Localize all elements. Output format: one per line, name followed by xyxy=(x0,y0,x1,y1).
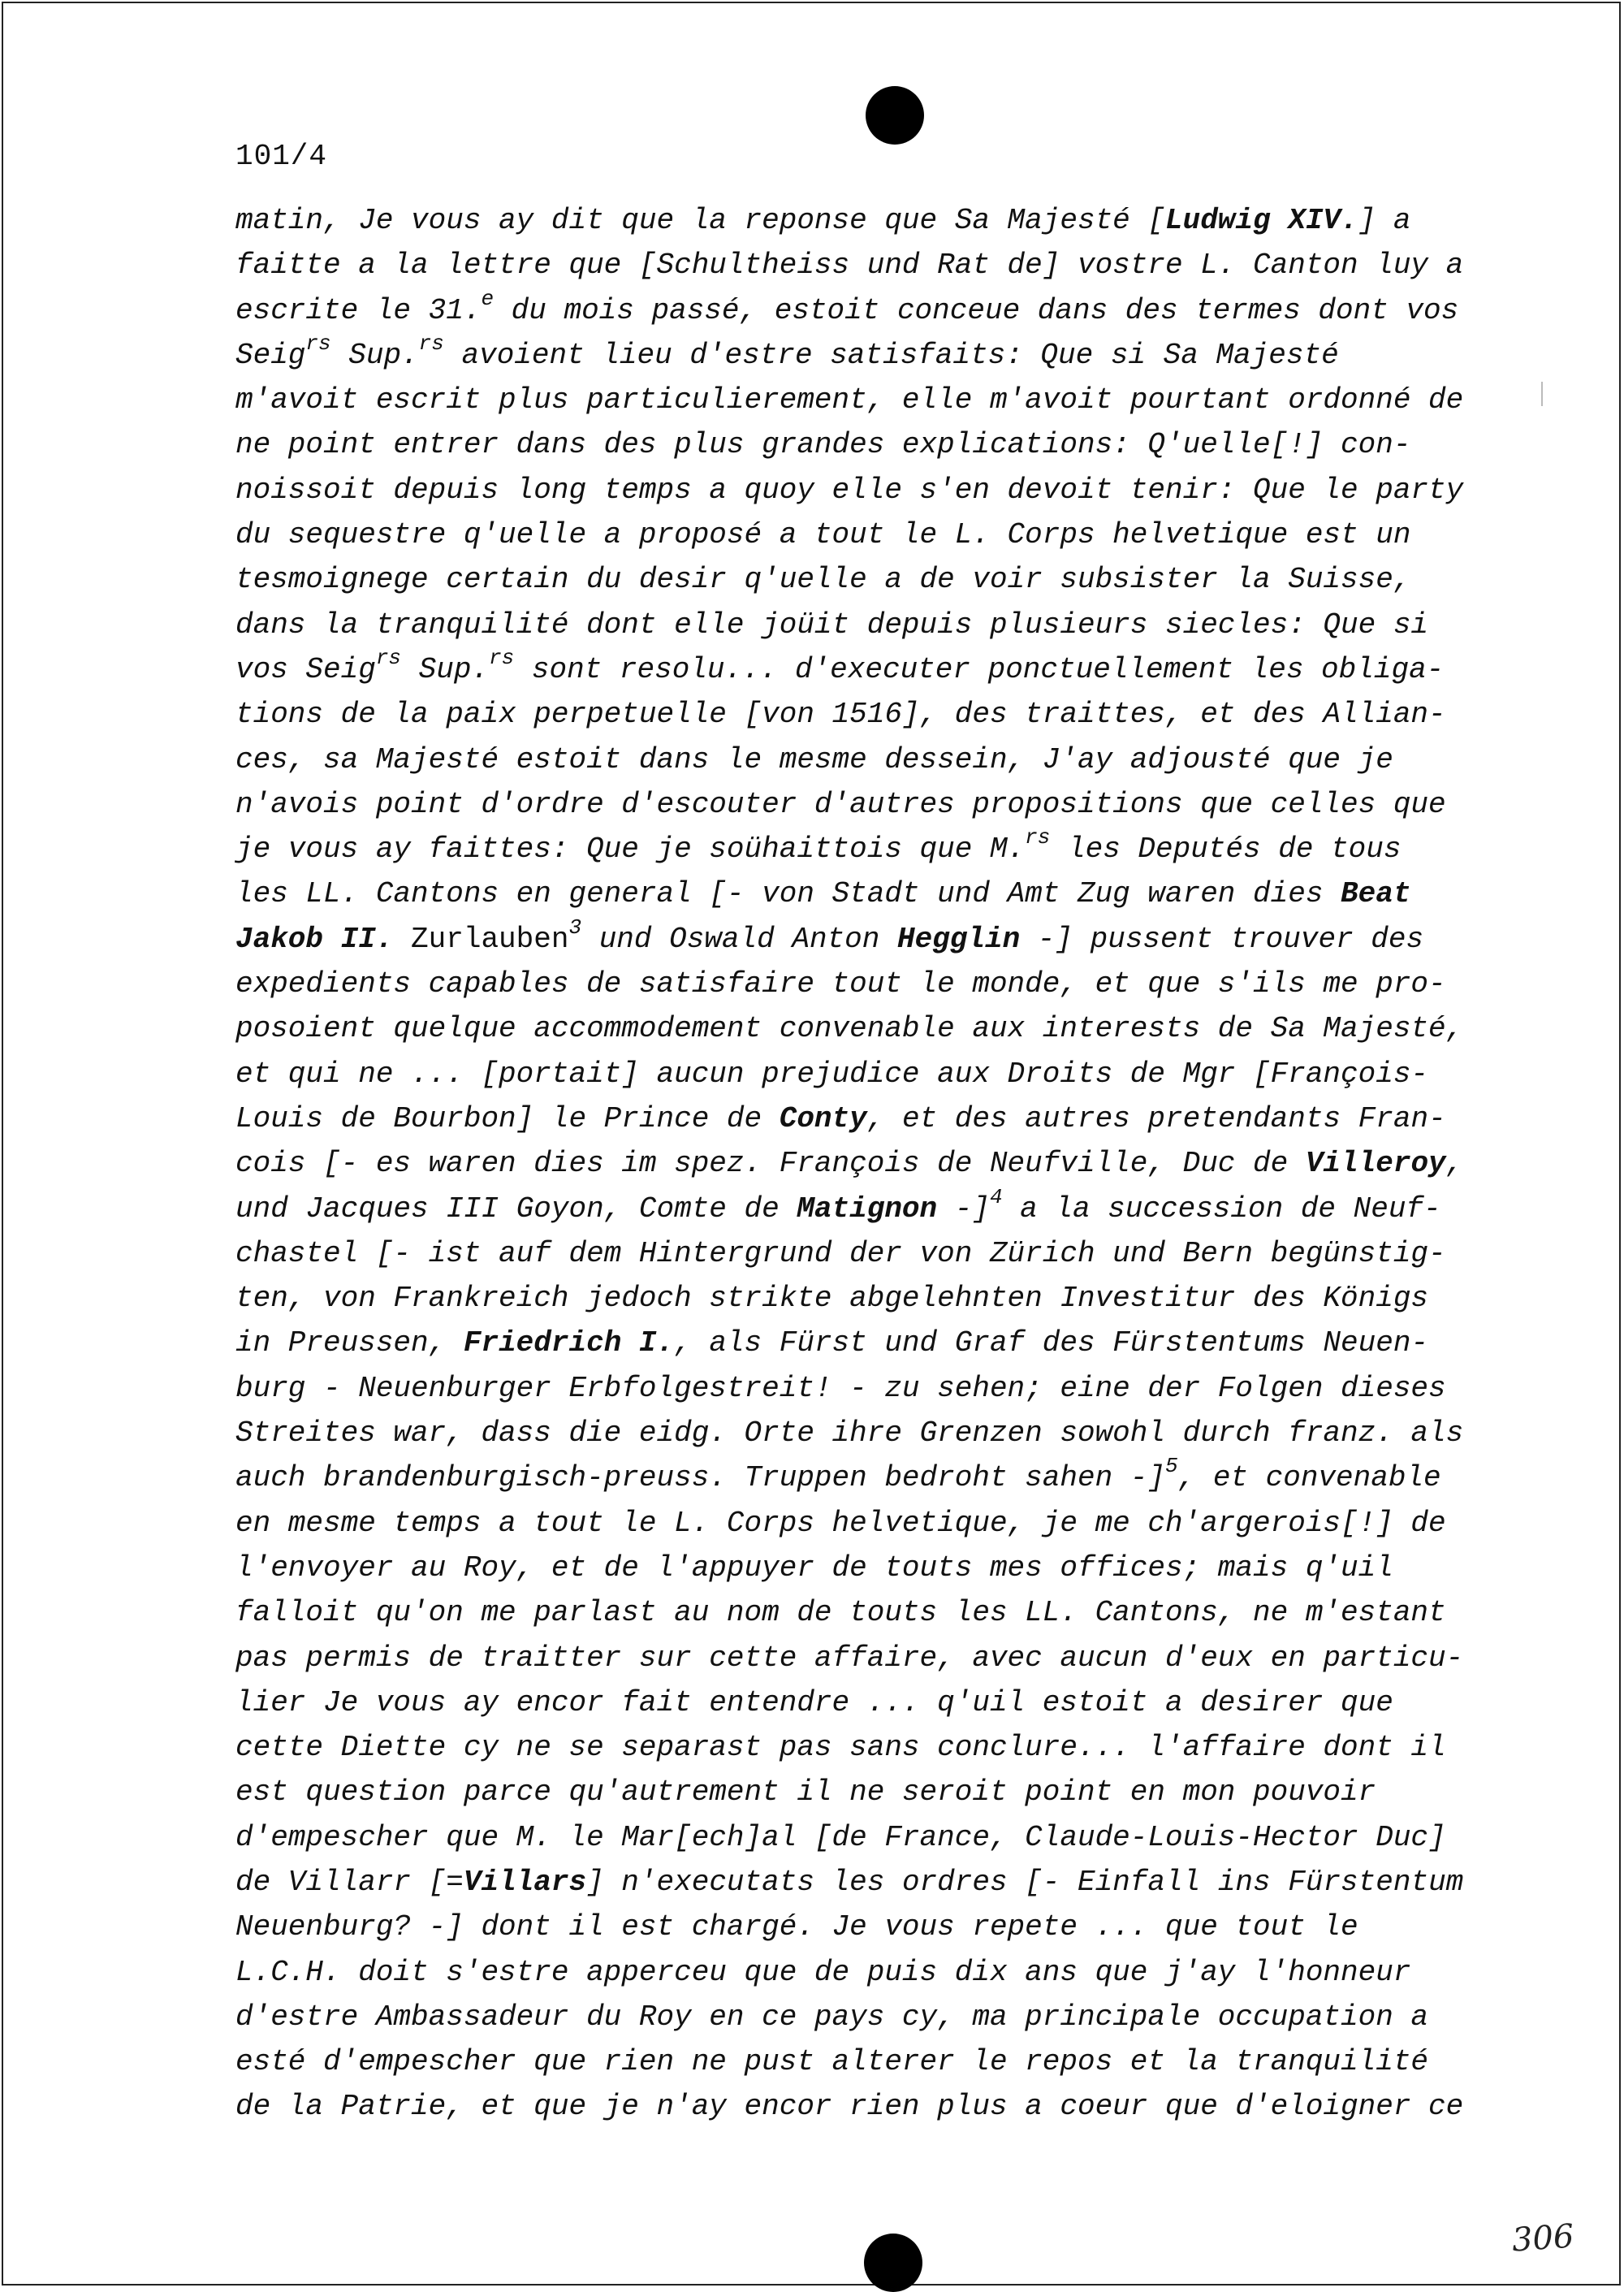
text-segment: a la succession de Neuf- xyxy=(1002,1191,1441,1226)
text-line xyxy=(235,1725,1502,1770)
superscript: e xyxy=(481,286,495,311)
text-segment: Jakob II. xyxy=(235,922,394,956)
text-segment: Conty xyxy=(779,1101,867,1135)
text-line xyxy=(235,917,1502,962)
text-segment: , et des autres pretendants Fran- xyxy=(866,1101,1446,1135)
text-line xyxy=(235,603,1502,647)
text-segment: , als Fürst und Graf des Fürstentums Neuen- xyxy=(674,1326,1429,1360)
punch-hole-bottom xyxy=(864,2234,922,2292)
text-segment: Hegglin xyxy=(896,922,1021,956)
text-line xyxy=(235,2039,1502,2084)
text-segment: je vous ay faittes: Que je soühaittois que M. xyxy=(235,832,1026,867)
superscript: rs xyxy=(375,645,402,670)
text-line xyxy=(235,1995,1502,2039)
text-segment: du mois passé, estoit conceue dans des termes dont vos xyxy=(494,293,1459,327)
text-segment: escrite le 31. xyxy=(235,293,482,327)
text-segment: falloit qu'on me parlast au nom de touts les LL. Cantons, ne m'estant xyxy=(235,1596,1446,1630)
text-line xyxy=(235,378,1502,422)
text-line xyxy=(235,1590,1502,1635)
text-line xyxy=(235,1636,1502,1680)
text-segment: et qui ne ... [portait] aucun prejudice aux Droits de Mgr [François- xyxy=(235,1057,1429,1091)
scan-mark xyxy=(1541,382,1543,406)
text-segment: avoient lieu d'estre satisfaits: Que si Sa Majesté xyxy=(443,338,1339,372)
text-segment: ] n'executats les ordres [- Einfall ins Fürstentum xyxy=(586,1865,1464,1899)
text-segment: in Preussen, xyxy=(235,1326,464,1360)
text-segment: dans la tranquilité dont elle joüit depuis plusieurs siecles: Que si xyxy=(235,608,1429,642)
text-line xyxy=(235,468,1502,512)
superscript: 4 xyxy=(989,1184,1003,1209)
text-segment: d'empescher que M. le Mar[ech]al [de France, Claude-Louis-Hector Duc] xyxy=(235,1820,1446,1854)
text-line xyxy=(235,871,1502,916)
text-segment: und Oswald Anton xyxy=(581,922,897,956)
text-segment: sont resolu... d'executer ponctuellement les obliga- xyxy=(514,652,1445,686)
text-segment: Villars xyxy=(463,1865,587,1899)
text-segment: pas permis de traitter sur cette affaire, avec aucun d'eux en particu- xyxy=(235,1641,1464,1675)
text-segment: Ludwig XIV. xyxy=(1165,204,1358,237)
text-segment: tions de la paix perpetuelle [von 1516], des traittes, et des Allian- xyxy=(235,698,1446,732)
text-segment: l'envoyer au Roy, et de l'appuyer de touts mes offices; mais q'uil xyxy=(235,1550,1393,1585)
text-line xyxy=(235,512,1502,557)
superscript: 5 xyxy=(1165,1454,1178,1479)
text-segment: Seig xyxy=(235,338,306,372)
text-segment: noissoit depuis long temps a quoy elle s'en devoit tenir: Que le party xyxy=(235,473,1464,507)
text-line xyxy=(235,1680,1502,1725)
text-segment: esté d'empescher que rien ne pust alterer le repos et la tranquilité xyxy=(235,2045,1429,2079)
text-line xyxy=(235,1770,1502,1814)
text-segment: burg - Neuenburger Erbfolgestreit! - zu sehen; eine der Folgen dieses xyxy=(235,1371,1446,1405)
text-segment: Sup. xyxy=(401,652,490,686)
text-segment: Louis de Bourbon] le Prince de xyxy=(235,1101,780,1135)
text-line xyxy=(235,1184,1502,1231)
text-segment: Villeroy xyxy=(1305,1147,1446,1181)
text-segment: est question parce qu'autrement il ne seroit point en mon pouvoir xyxy=(235,1775,1376,1810)
text-line xyxy=(235,1950,1502,1995)
text-segment: d'estre Ambassadeur du Roy en ce pays cy, ma principale occupation a xyxy=(235,2000,1429,2034)
text-segment: Sup. xyxy=(330,338,419,372)
text-segment: Streites war, dass die eidg. Orte ihre Grenzen sowohl durch franz. als xyxy=(235,1416,1464,1451)
text-line xyxy=(235,1141,1502,1186)
text-line xyxy=(235,1321,1502,1365)
text-line xyxy=(235,243,1502,288)
text-segment: L.C.H. doit s'estre apperceu que de puis dix ans que j'ay l'honneur xyxy=(235,1955,1411,1989)
text-segment: faitte a la lettre que [Schultheiss und Rat de] vostre L. Canton luy a xyxy=(235,249,1464,283)
punch-hole-top xyxy=(866,86,924,145)
text-segment: en mesme temps a tout le L. Corps helvetique, je me ch'argerois[!] de xyxy=(235,1506,1446,1540)
text-line xyxy=(235,198,1502,243)
text-segment: auch brandenburgisch-preuss. Truppen bedroht sahen -] xyxy=(235,1461,1165,1495)
text-segment: expedients capables de satisfaire tout le monde, et que s'ils me pro- xyxy=(235,967,1446,1001)
text-line xyxy=(235,2084,1502,2129)
text-segment: du sequestre q'uelle a proposé a tout le L. Corps helvetique est un xyxy=(235,518,1411,552)
text-segment: les LL. Cantons en general [- von Stadt und Amt Zug waren dies xyxy=(235,877,1341,911)
superscript: rs xyxy=(489,645,515,670)
text-line xyxy=(235,647,1502,692)
text-segment: ten, von Frankreich jedoch strikte abgelehnten Investitur des Königs xyxy=(235,1282,1429,1316)
text-segment: de la Patrie, et que je n'ay encor rien plus a coeur que d'eloigner ce xyxy=(235,2090,1464,2124)
text-segment: ces, sa Majesté estoit dans le mesme dessein, J'ay adjousté que je xyxy=(235,742,1393,776)
text-segment: und Jacques III Goyon, Comte de xyxy=(235,1191,797,1226)
text-line xyxy=(235,1096,1502,1141)
page-reference: 101/4 xyxy=(235,140,328,173)
superscript: rs xyxy=(1025,825,1051,850)
text-segment: m'avoit escrit plus particulierement, elle m'avoit pourtant ordonné de xyxy=(235,383,1464,417)
text-line xyxy=(235,737,1502,782)
text-line xyxy=(235,1006,1502,1051)
text-segment: posoient quelque accommodement convenable aux interests de Sa Majesté, xyxy=(235,1012,1464,1046)
text-segment: de Villarr [= xyxy=(235,1865,464,1899)
text-line xyxy=(235,1905,1502,1949)
text-line xyxy=(235,1052,1502,1096)
superscript: rs xyxy=(305,331,331,356)
superscript: 3 xyxy=(568,915,582,940)
text-segment: ] a xyxy=(1358,204,1411,237)
text-line xyxy=(235,557,1502,602)
text-line xyxy=(235,962,1502,1006)
text-line xyxy=(235,1860,1502,1905)
text-line xyxy=(235,288,1502,333)
text-segment: vos Seig xyxy=(235,652,376,686)
text-segment: n'avois point d'ordre d'escouter d'autres propositions que celles que xyxy=(235,787,1446,821)
text-segment: -] xyxy=(937,1191,990,1226)
document-body xyxy=(235,198,1502,2130)
text-segment: , xyxy=(1445,1147,1464,1181)
text-segment: ne point entrer dans des plus grandes explications: Q'uelle[!] con- xyxy=(235,428,1411,462)
text-segment: les Deputés de tous xyxy=(1050,832,1402,867)
text-segment: tesmoignege certain du desir q'uelle a de voir subsister la Suisse, xyxy=(235,563,1411,597)
text-line xyxy=(235,1276,1502,1321)
text-line xyxy=(235,1455,1502,1500)
text-segment: , et convenable xyxy=(1177,1461,1441,1495)
text-segment: lier Je vous ay encor fait entendre ... q'uil estoit a desirer que xyxy=(235,1685,1393,1719)
text-line xyxy=(235,422,1502,467)
text-line xyxy=(235,333,1502,378)
text-line xyxy=(235,1231,1502,1276)
text-segment: Zurlauben xyxy=(393,922,569,956)
text-segment: -] pussent trouver des xyxy=(1020,922,1424,956)
text-line xyxy=(235,692,1502,737)
text-segment: cette Diette cy ne se separast pas sans conclure... l'affaire dont il xyxy=(235,1731,1446,1765)
text-line xyxy=(235,827,1502,871)
text-segment: Beat xyxy=(1341,877,1411,911)
text-line xyxy=(235,1815,1502,1860)
handwritten-page-number: 306 xyxy=(1510,2217,1575,2260)
text-segment: Friedrich I. xyxy=(463,1326,675,1360)
text-line xyxy=(235,1501,1502,1546)
text-line xyxy=(235,782,1502,827)
text-segment: matin, Je vous ay dit que la reponse que Sa Majesté [ xyxy=(235,204,1165,237)
text-segment: Matignon xyxy=(797,1191,938,1226)
text-line xyxy=(235,1411,1502,1455)
text-segment: Neuenburg? -] dont il est chargé. Je vous repete ... que tout le xyxy=(235,1910,1358,1944)
text-segment: chastel [- ist auf dem Hintergrund der von Zürich und Bern begünstig- xyxy=(235,1236,1446,1270)
superscript: rs xyxy=(418,331,444,356)
text-line xyxy=(235,1546,1502,1590)
text-segment: cois [- es waren dies im spez. François de Neufville, Duc de xyxy=(235,1147,1306,1181)
text-line xyxy=(235,1366,1502,1411)
